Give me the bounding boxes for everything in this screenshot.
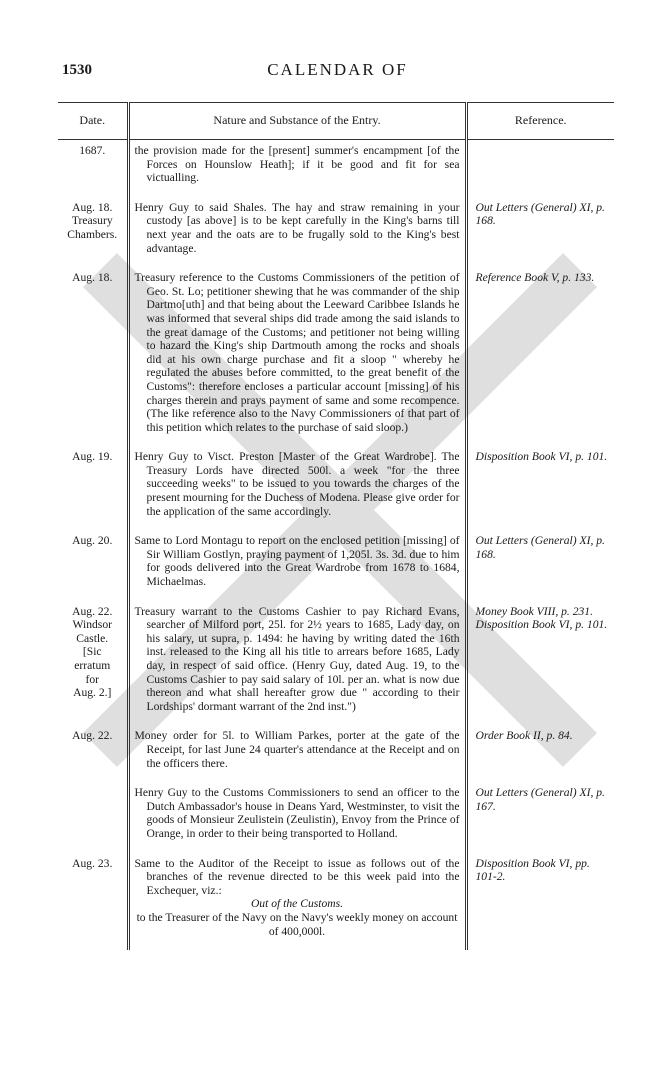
entry-date	[58, 197, 128, 267]
entry-reference: Reference Book V, p. 133.	[475, 271, 595, 285]
entry-reference: Order Book II, p. 84.	[475, 729, 573, 743]
entry-text-cell	[128, 140, 466, 197]
entry-text: Same to the Auditor of the Receipt to issue as follows out of the branches of the revenue directed to be this week paid into the Exchequer, viz.:	[134, 856, 460, 897]
entry-text: Henry Guy to said Shales. The hay and straw remaining in your custody [as above] is to be kept carefully in the King's barns till next year and the oats are to be frugally sold to the King's best advantage.	[134, 200, 460, 255]
table-row	[58, 140, 614, 197]
entry-date-line: Aug. 2.]	[73, 686, 112, 700]
entry-subheading: Out of the Customs.	[250, 897, 344, 911]
entry-text-cell	[128, 725, 466, 782]
table-header-row	[58, 103, 614, 140]
entry-text: Treasury warrant to the Customs Cashier to pay Richard Evans, searcher of Milford port, 25l. for 2½ years to 1685, Lady day, on his salary, ut supra, p. 1494: he having by writing dated the 16th inst. released to the King all his title to arrears before 1685, Lady day, in respect of said office. (Henry Guy, dated Aug. 19, to the Customs Cashier to pay said salary of 10l. per an. what is now due thereon and what shall hereafter grow due " according to their Lordships' dormant warrant of the 2nd inst.")	[134, 604, 460, 713]
entry-reference: Out Letters (General) XI, p. 167.	[475, 786, 605, 813]
entry-text-cell	[128, 530, 466, 600]
entry-date-line: Castle.	[76, 631, 109, 645]
entry-continuation: to the Treasurer of the Navy on the Navy's weekly money on account of 400,000l.	[136, 910, 458, 938]
table-row	[58, 782, 614, 852]
entry-text-cell	[128, 267, 466, 446]
column-header-entry: Nature and Substance of the Entry.	[128, 103, 466, 140]
entry-date-line: Aug. 22.	[72, 729, 113, 743]
entry-reference: Out Letters (General) XI, p. 168.	[475, 200, 605, 228]
entry-date	[58, 530, 128, 600]
column-header-date: Date.	[58, 103, 128, 140]
entry-date	[58, 446, 128, 530]
entry-date	[58, 601, 128, 726]
entry-reference: Out Letters (General) XI, p. 168.	[475, 534, 605, 561]
entry-date-line: Aug. 22.	[72, 604, 113, 618]
entry-date-line: Aug. 20.	[72, 534, 113, 548]
table-row	[58, 725, 614, 782]
column-header-reference: Reference.	[466, 103, 614, 140]
entry-date-line: for	[85, 672, 100, 686]
entry-reference	[466, 140, 614, 197]
entry-date	[58, 725, 128, 782]
entry-text: the provision made for the [present] summer's encampment [of the Forces on Hounslow Heath]; if it be good and fit for sea victualling.	[134, 144, 460, 185]
table-row	[58, 530, 614, 600]
entry-reference: Disposition Book VI, pp. 101-2.	[475, 856, 590, 884]
entry-date-line: 1687.	[79, 144, 106, 157]
entry-text-cell	[128, 197, 466, 267]
page-header	[60, 58, 615, 82]
entry-date-line: Chambers.	[67, 227, 118, 241]
entry-date	[58, 267, 128, 446]
entry-text-cell	[128, 446, 466, 530]
entry-date	[58, 853, 128, 951]
entry-date-line: Aug. 19.	[72, 450, 113, 464]
table-row	[58, 197, 614, 267]
running-title: CALENDAR OF	[267, 60, 408, 79]
entry-date-line: Aug. 18.	[72, 200, 113, 214]
entry-text-cell	[128, 782, 466, 852]
entry-text: Same to Lord Montagu to report on the enclosed petition [missing] of Sir William Gostlyn, praying payment of 1,205l. 3s. 3d. due to him for goods delivered into the Great Wardrobe from 1678 to 1684, Michaelmas.	[134, 534, 460, 589]
table-row	[58, 267, 614, 446]
entry-text-cell	[128, 853, 466, 951]
entry-text: Money order for 5l. to William Parkes, porter at the gate of the Receipt, for last June 24 quarter's attendance at the Receipt and on the officers there.	[134, 729, 460, 770]
page-number: 1530	[62, 62, 92, 78]
entry-text: Treasury reference to the Customs Commissioners of the petition of Geo. St. Lo; petitioner shewing that he was commander of the ship Dartmo[uth] and that being about the Leeward Caribbee Islands he was informed that several ships did trade among the said islands to the great damage of the Customs; and petitioner not being willing to hazard the King's ship Dartmouth among the rocks and shoals did at his own charge purchase and fit a sloop " whereby he regulated the abuses before committed, to the great benefit of the Customs": therefore encloses a particular account [missing] of his charges therein and prays payment of same and some recompence. (The like reference also to the Navy Commissioners of that part of this petition which relates to the purchase of said sloop.)	[134, 271, 460, 434]
entry-date	[58, 782, 128, 852]
entry-date-line: [Sic	[82, 645, 102, 659]
table-row	[58, 601, 614, 726]
entry-date-line: erratum	[74, 659, 111, 672]
entry-text-cell	[128, 601, 466, 726]
table-row	[58, 853, 614, 951]
entry-date-line: Windsor	[72, 618, 112, 632]
entry-text: Henry Guy to Visct. Preston [Master of the Great Wardrobe]. The Treasury Lords have directed 500l. a week "for the three succeeding weeks" to be issued to you towards the charges of the present mourning for the Duchess of Modena. Please give order for the application of the same accordingly.	[134, 450, 460, 518]
entry-reference: Money Book VIII, p. 231. Disposition Book VI, p. 101.	[475, 604, 608, 632]
entry-text: Henry Guy to the Customs Commissioners to send an officer to the Dutch Ambassador's house in Deans Yard, Westminster, to visit the goods of Monsieur Zeulistein (Zeulistin), Envoy from the Prince of Orange, in order to their being transported to Holland.	[134, 786, 460, 840]
entry-reference: Disposition Book VI, p. 101.	[475, 450, 608, 464]
calendar-table	[58, 102, 614, 950]
entry-date-line: Treasury	[71, 214, 113, 228]
table-row	[58, 446, 614, 530]
entry-date-line: Aug. 18.	[72, 271, 113, 285]
entry-date	[58, 140, 128, 197]
entry-date-line: Aug. 23.	[72, 856, 113, 870]
